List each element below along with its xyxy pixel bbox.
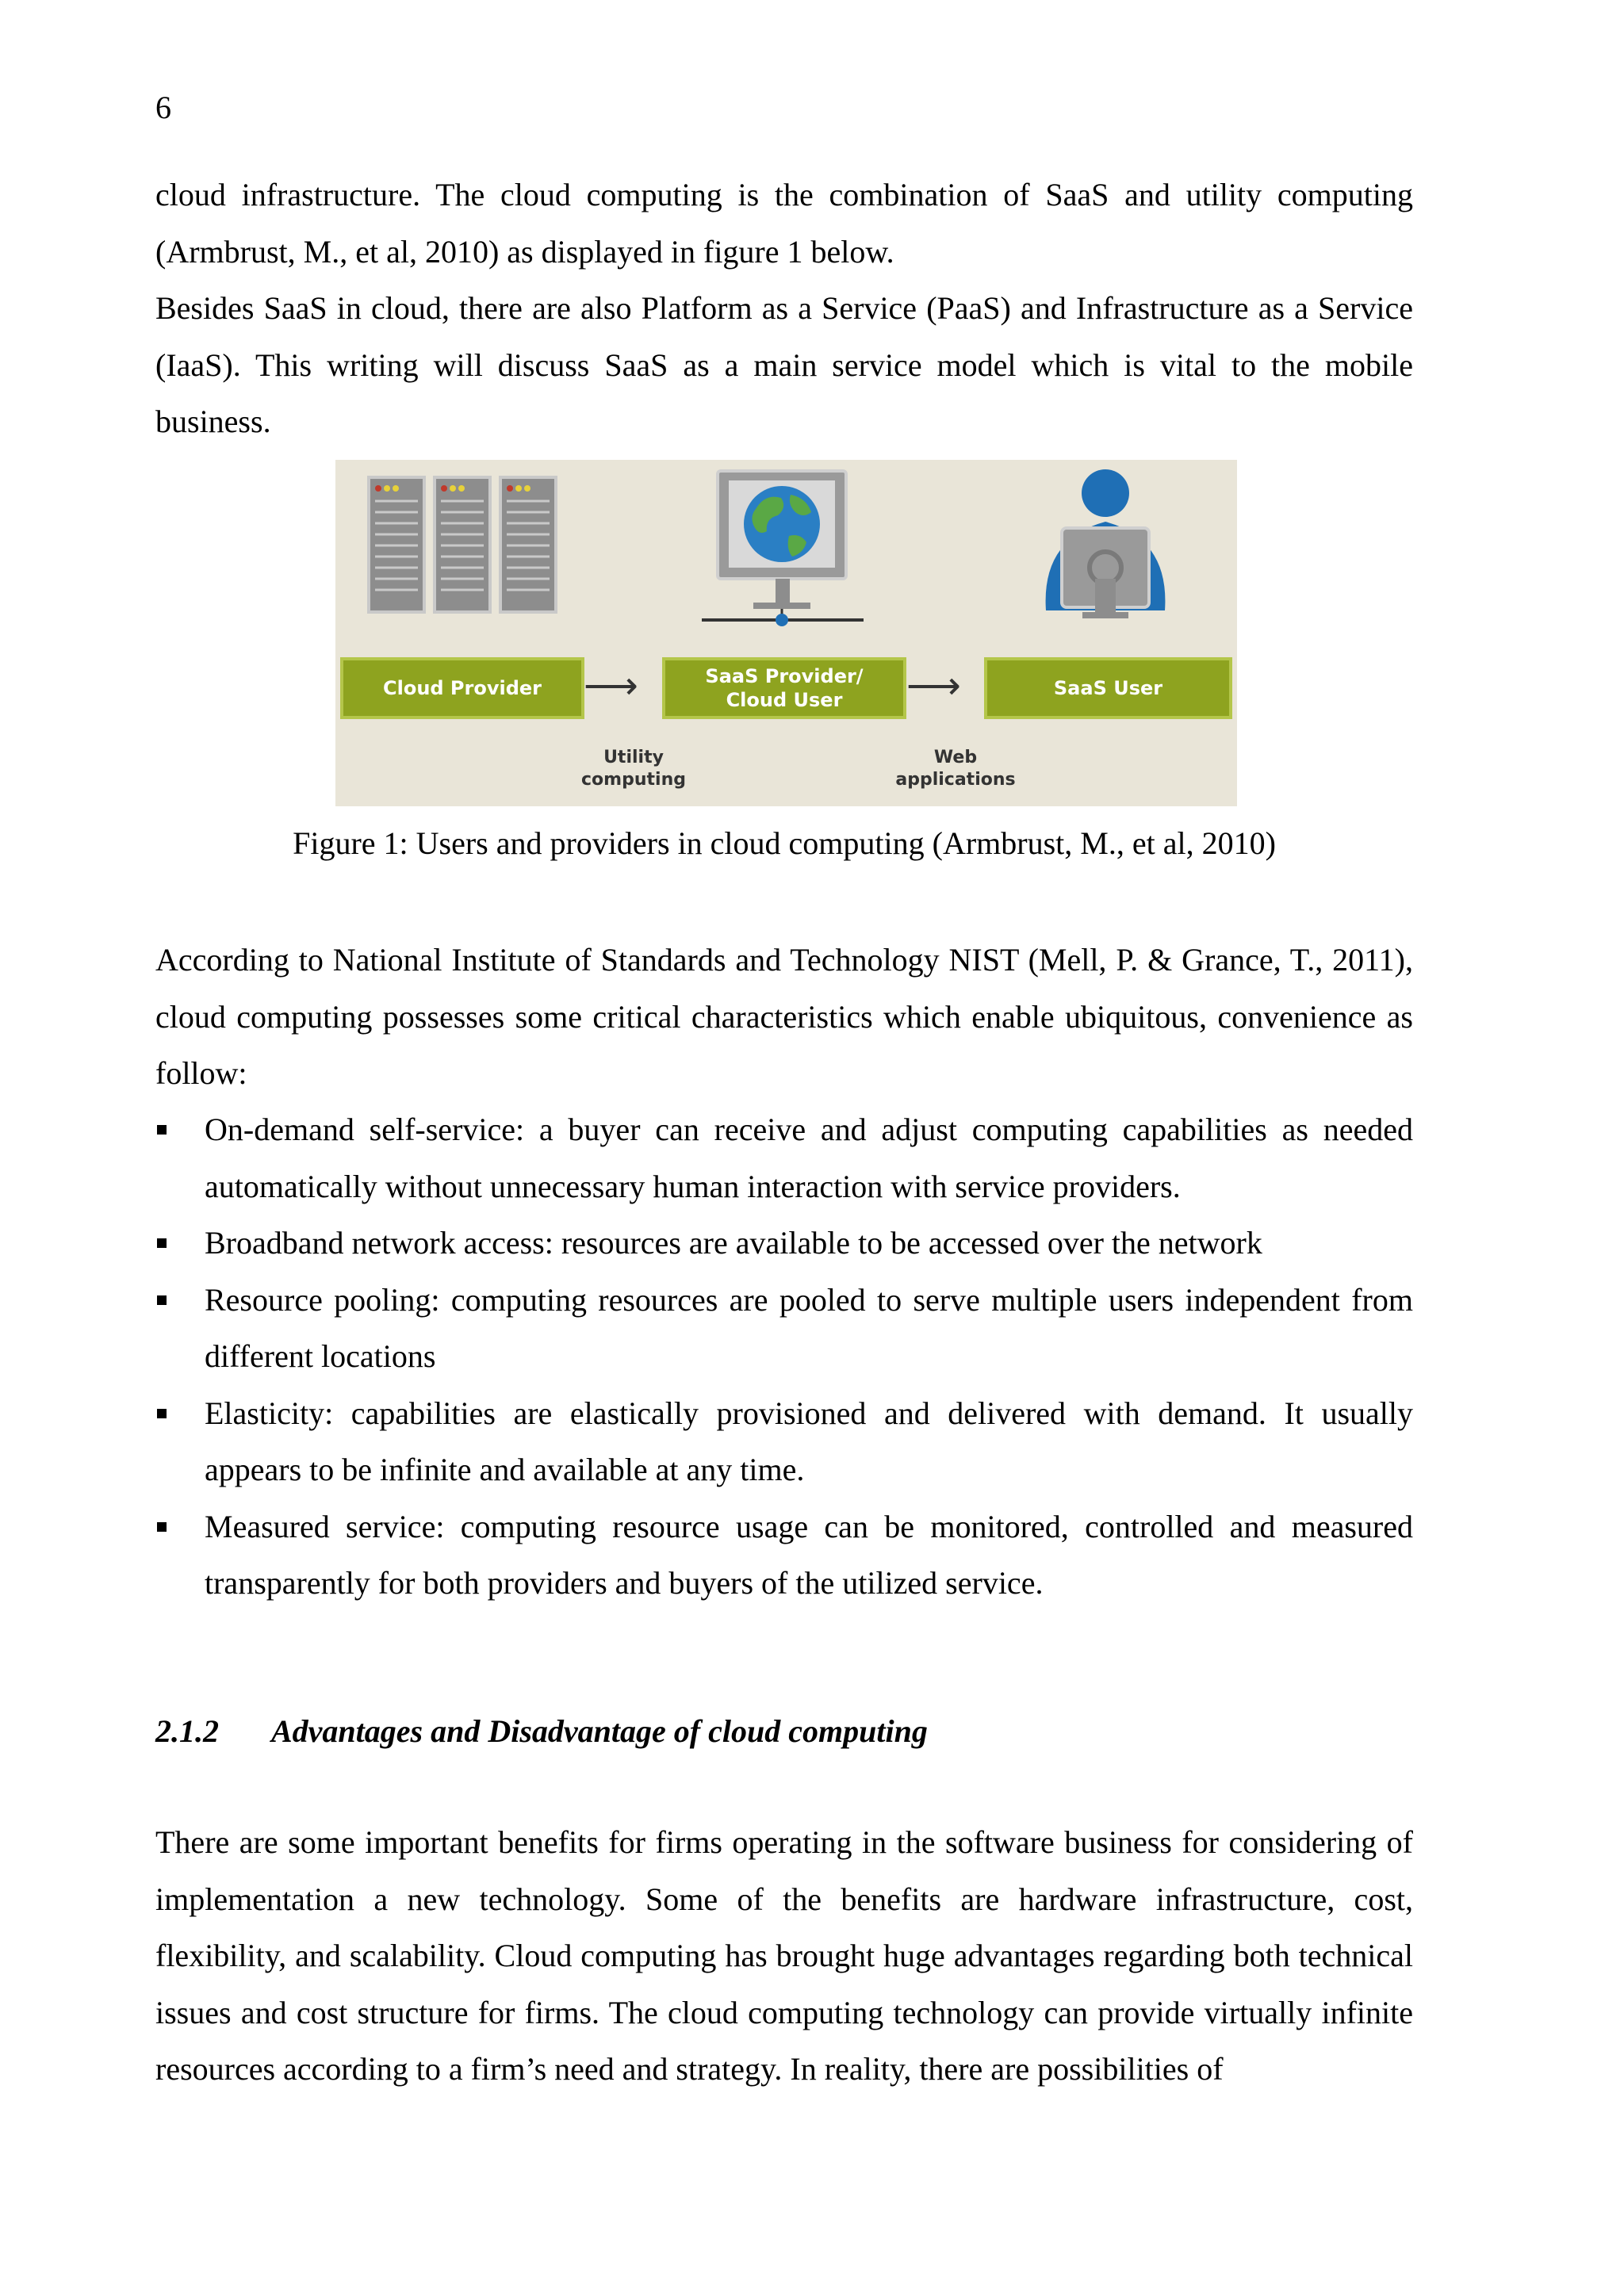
saas-provider-box: SaaS Provider/ Cloud User xyxy=(662,657,906,719)
bullet-square-icon xyxy=(157,1295,167,1305)
bullet-square-icon xyxy=(157,1125,167,1135)
bullet-square-icon xyxy=(157,1409,167,1418)
bullet-square-icon xyxy=(157,1522,167,1532)
characteristics-list xyxy=(155,1101,1413,1612)
web-applications-label: Web applications xyxy=(895,748,1016,790)
list-item-text: Broadband network access: resources are available to be accessed over the network xyxy=(205,1225,1262,1261)
saas-user-box: SaaS User xyxy=(984,657,1232,719)
list-item xyxy=(155,1272,1413,1385)
page-number: 6 xyxy=(155,90,171,125)
cloud-provider-box: Cloud Provider xyxy=(340,657,584,719)
paragraph-intro: cloud infrastructure. The cloud computing is the combination of SaaS and utility computing (Armbrust, M., et al, 2010) as displayed in figure 1 below. xyxy=(155,177,1413,270)
user-computer-icon xyxy=(1046,469,1166,618)
arrow-right-icon: ⟶ xyxy=(584,664,638,708)
globe-monitor-icon xyxy=(702,471,864,626)
list-item-text: Elasticity: capabilities are elastically provisioned and delivered with demand. It usually appears to be infinite and available at any time. xyxy=(205,1395,1413,1487)
section-number: 2.1.2 xyxy=(155,1713,219,1749)
bullet-square-icon xyxy=(157,1238,167,1248)
list-item-text: Resource pooling: computing resources are pooled to serve multiple users independent from different locations xyxy=(205,1281,1413,1374)
paragraph-nist: According to National Institute of Standards and Technology NIST (Mell, P. & Grance, T., 2011), cloud computing possesses some critical characteristics which enable ubiquitous, convenience as follow: xyxy=(155,942,1413,1091)
figure-caption: Figure 1: Users and providers in cloud computing (Armbrust, M., et al, 2010) xyxy=(293,825,1276,861)
server-rack-icon xyxy=(369,477,556,612)
figure-cloud-users-providers xyxy=(335,460,1237,806)
figure-illustration xyxy=(335,460,1237,806)
paragraph-service-models: Besides SaaS in cloud, there are also Platform as a Service (PaaS) and Infrastructure as a Service (IaaS). This writing will discuss SaaS as a main service model which is vital to the mobile business. xyxy=(155,290,1413,439)
list-item xyxy=(155,1385,1413,1498)
list-item-text: Measured service: computing resource usage can be monitored, controlled and measured transparently for both providers and buyers of the utilized service. xyxy=(205,1508,1413,1601)
list-item xyxy=(155,1498,1413,1612)
section-heading xyxy=(155,1709,928,1754)
paragraph-benefits: There are some important benefits for firms operating in the software business for considering of implementation a new technology. Some of the benefits are hardware infrastructure, cost, flexibility, and scalability. Cloud computing has brought huge advantages regarding both technical issues and cost structure for firms. The cloud computing technology can provide virtually infinite resources according to a firm’s need and strategy. In reality, there are possibilities of xyxy=(155,1824,1413,2087)
utility-computing-label: Utility computing xyxy=(581,748,686,790)
section-title: Advantages and Disadvantage of cloud computing xyxy=(271,1713,928,1749)
list-item-text: On-demand self-service: a buyer can receive and adjust computing capabilities as needed automatically without unnecessary human interaction with service providers. xyxy=(205,1112,1413,1204)
list-item xyxy=(155,1215,1413,1272)
arrow-right-icon: ⟶ xyxy=(906,664,961,708)
list-item xyxy=(155,1101,1413,1215)
